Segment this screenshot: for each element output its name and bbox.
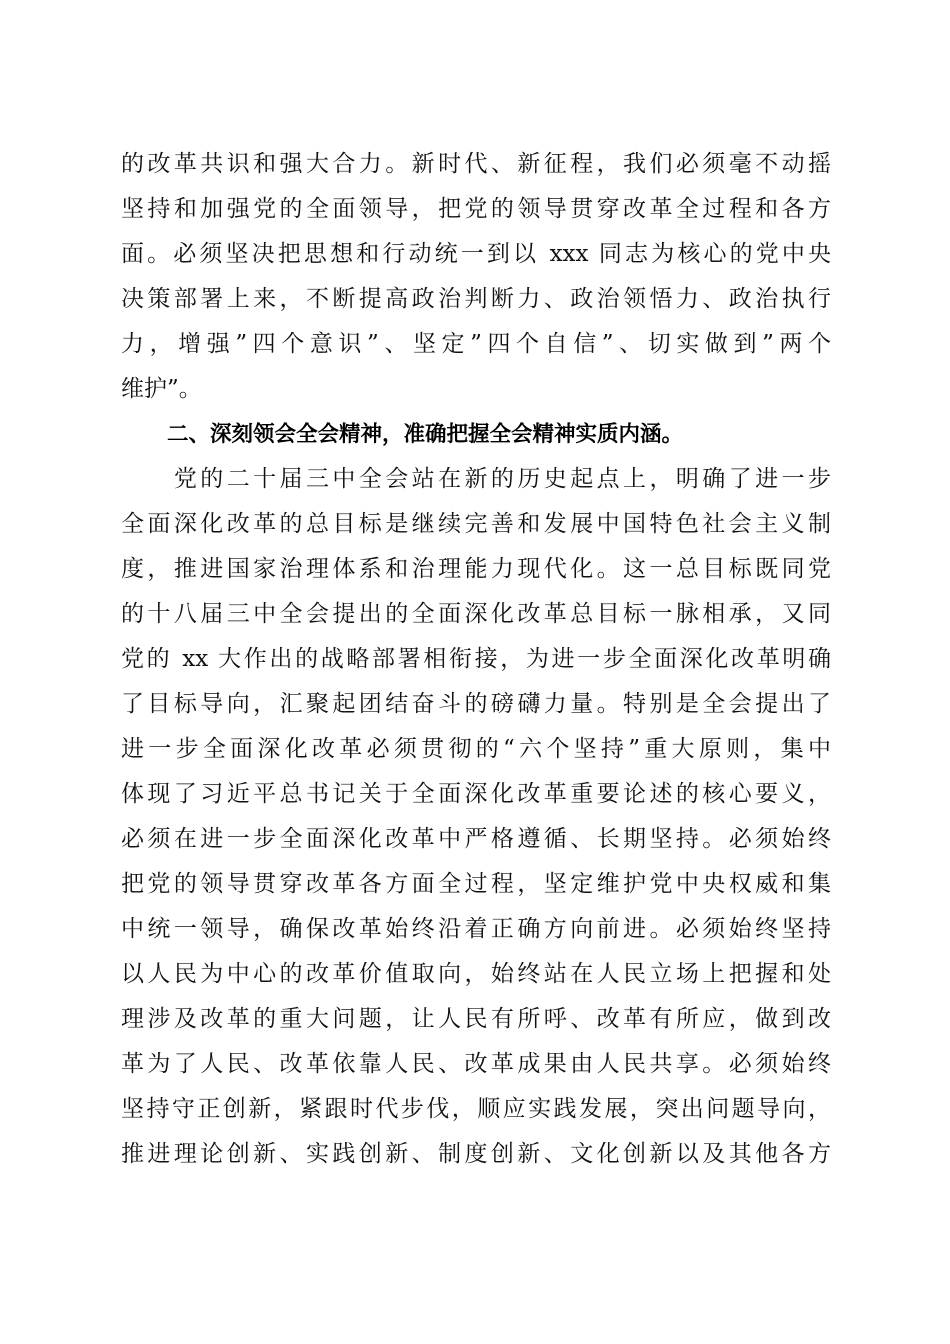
text-line: 体现了习近平总书记关于全面深化改革重要论述的核心要义， (121, 781, 831, 807)
text-line: 面。必须坚决把思想和行动统一到以 xxx 同志为核心的党中央 (121, 241, 831, 267)
text-line: 坚持和加强党的全面领导，把党的领导贯穿改革全过程和各方 (121, 196, 831, 222)
paragraph-2 (121, 457, 831, 1177)
text-line: 党的 xx 大作出的战略部署相衔接，为进一步全面深化改革明确 (121, 646, 831, 672)
text-line: 全面深化改革的总目标是继续完善和发展中国特色社会主义制 (121, 511, 831, 537)
text-line: 把党的领导贯穿改革各方面全过程，坚定维护党中央权威和集 (121, 871, 831, 897)
text-line: 力，增强”四个意识”、坚定”四个自信”、切实做到”两个 (121, 331, 831, 357)
text-line: 理涉及改革的重大问题，让人民有所呼、改革有所应，做到改 (121, 1006, 831, 1032)
text-line: 坚持守正创新，紧跟时代步伐，顺应实践发展，突出问题导向， (121, 1096, 831, 1122)
section-heading: 二、深刻领会全会精神，准确把握全会精神实质内涵。 (167, 422, 684, 447)
text-line: 度，推进国家治理体系和治理能力现代化。这一总目标既同党 (121, 556, 831, 582)
text-line: 决策部署上来，不断提高政治判断力、政治领悟力、政治执行 (121, 286, 831, 312)
document-body (121, 142, 831, 1177)
text-line: 维护”。 (121, 376, 202, 402)
text-line: 了目标导向，汇聚起团结奋斗的磅礴力量。特别是全会提出了 (121, 691, 831, 717)
text-line: 的十八届三中全会提出的全面深化改革总目标一脉相承，又同 (121, 601, 831, 627)
text-line: 的改革共识和强大合力。新时代、新征程，我们必须毫不动摇 (121, 151, 831, 177)
text-line: 必须在进一步全面深化改革中严格遵循、长期坚持。必须始终 (121, 826, 831, 852)
text-line: 中统一领导，确保改革始终沿着正确方向前进。必须始终坚持 (121, 916, 831, 942)
text-line: 推进理论创新、实践创新、制度创新、文化创新以及其他各方 (121, 1141, 831, 1167)
text-line: 革为了人民、改革依靠人民、改革成果由人民共享。必须始终 (121, 1051, 831, 1077)
text-line: 党的二十届三中全会站在新的历史起点上，明确了进一步 (121, 466, 831, 492)
text-line: 以人民为中心的改革价值取向，始终站在人民立场上把握和处 (121, 961, 831, 987)
paragraph-1 (121, 142, 831, 412)
text-line: 进一步全面深化改革必须贯彻的“六个坚持”重大原则，集中 (121, 736, 831, 762)
